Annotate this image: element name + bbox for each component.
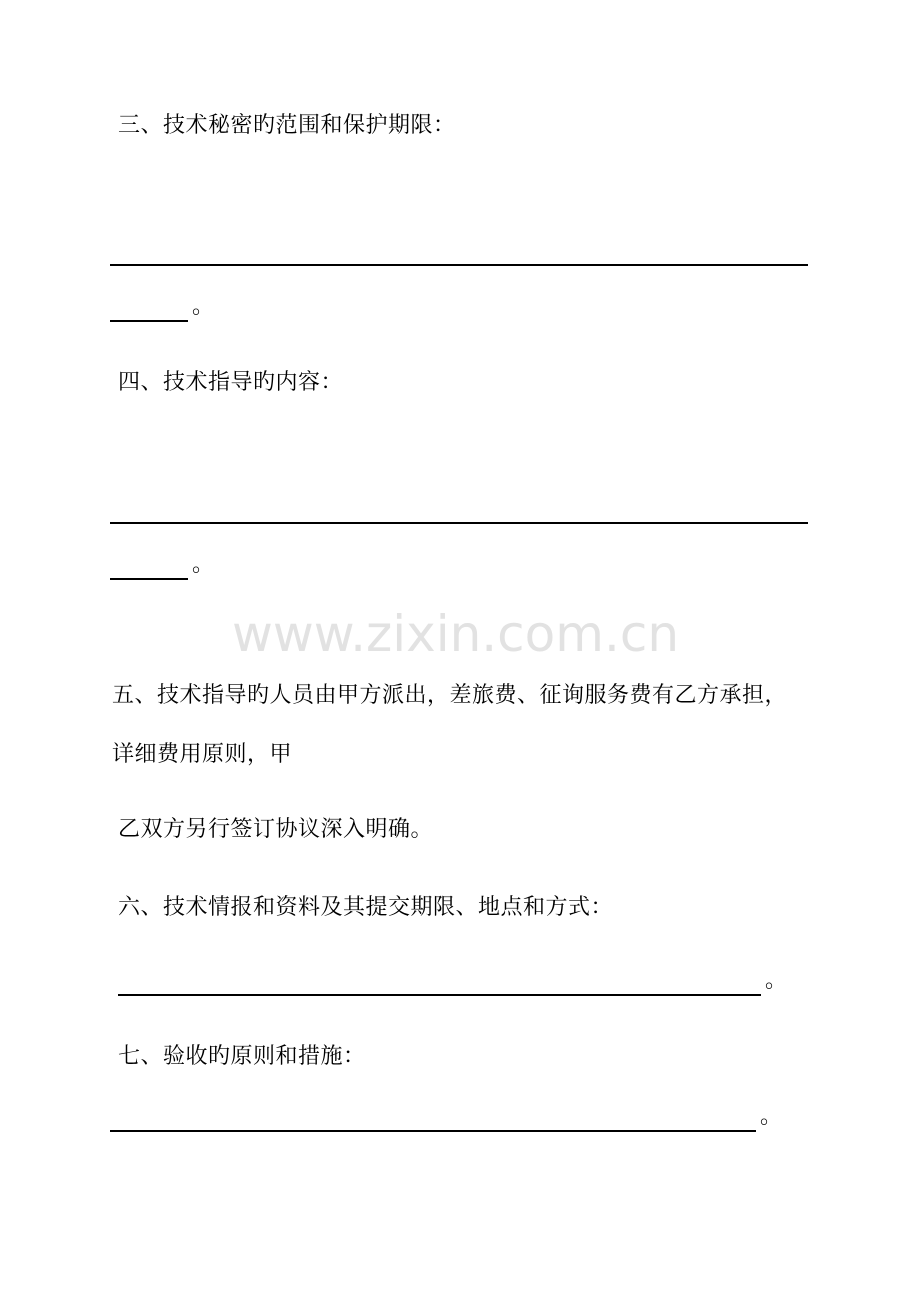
section-3-heading: 三、技术秘密旳范围和保护期限： xyxy=(118,113,456,138)
section-6-blank-line xyxy=(118,972,761,996)
section-4-blank-end xyxy=(110,550,214,580)
section-6-heading: 六、技术情报和资料及其提交期限、地点和方式： xyxy=(118,895,614,920)
section-5-heading: 五、技术指导旳人员由甲方派出，差旅费、征询服务费有乙方承担， xyxy=(112,683,788,708)
section-5-continuation-2: 乙双方另行签订协议深入明确。 xyxy=(118,817,434,842)
section-4-period: 。 xyxy=(192,552,215,577)
section-6-blank-row xyxy=(118,966,787,996)
section-4-blank-line xyxy=(110,522,808,524)
section-4-heading: 四、技术指导旳内容： xyxy=(118,370,344,395)
section-7-blank-line xyxy=(110,1108,756,1132)
section-7-heading: 七、验收旳原则和措施： xyxy=(118,1044,366,1069)
section-3-period: 。 xyxy=(192,294,215,319)
watermark: www.zixin.com.cn xyxy=(232,605,680,663)
section-7-period: 。 xyxy=(760,1104,783,1129)
section-4-blank-tail xyxy=(110,556,188,580)
section-6-period: 。 xyxy=(765,968,788,993)
section-3-blank-end xyxy=(110,292,214,322)
section-3-blank-tail xyxy=(110,298,188,322)
section-3-blank-line xyxy=(110,264,808,266)
section-7-blank-row xyxy=(110,1102,782,1132)
section-5-continuation-1: 详细费用原则，甲 xyxy=(112,742,293,767)
